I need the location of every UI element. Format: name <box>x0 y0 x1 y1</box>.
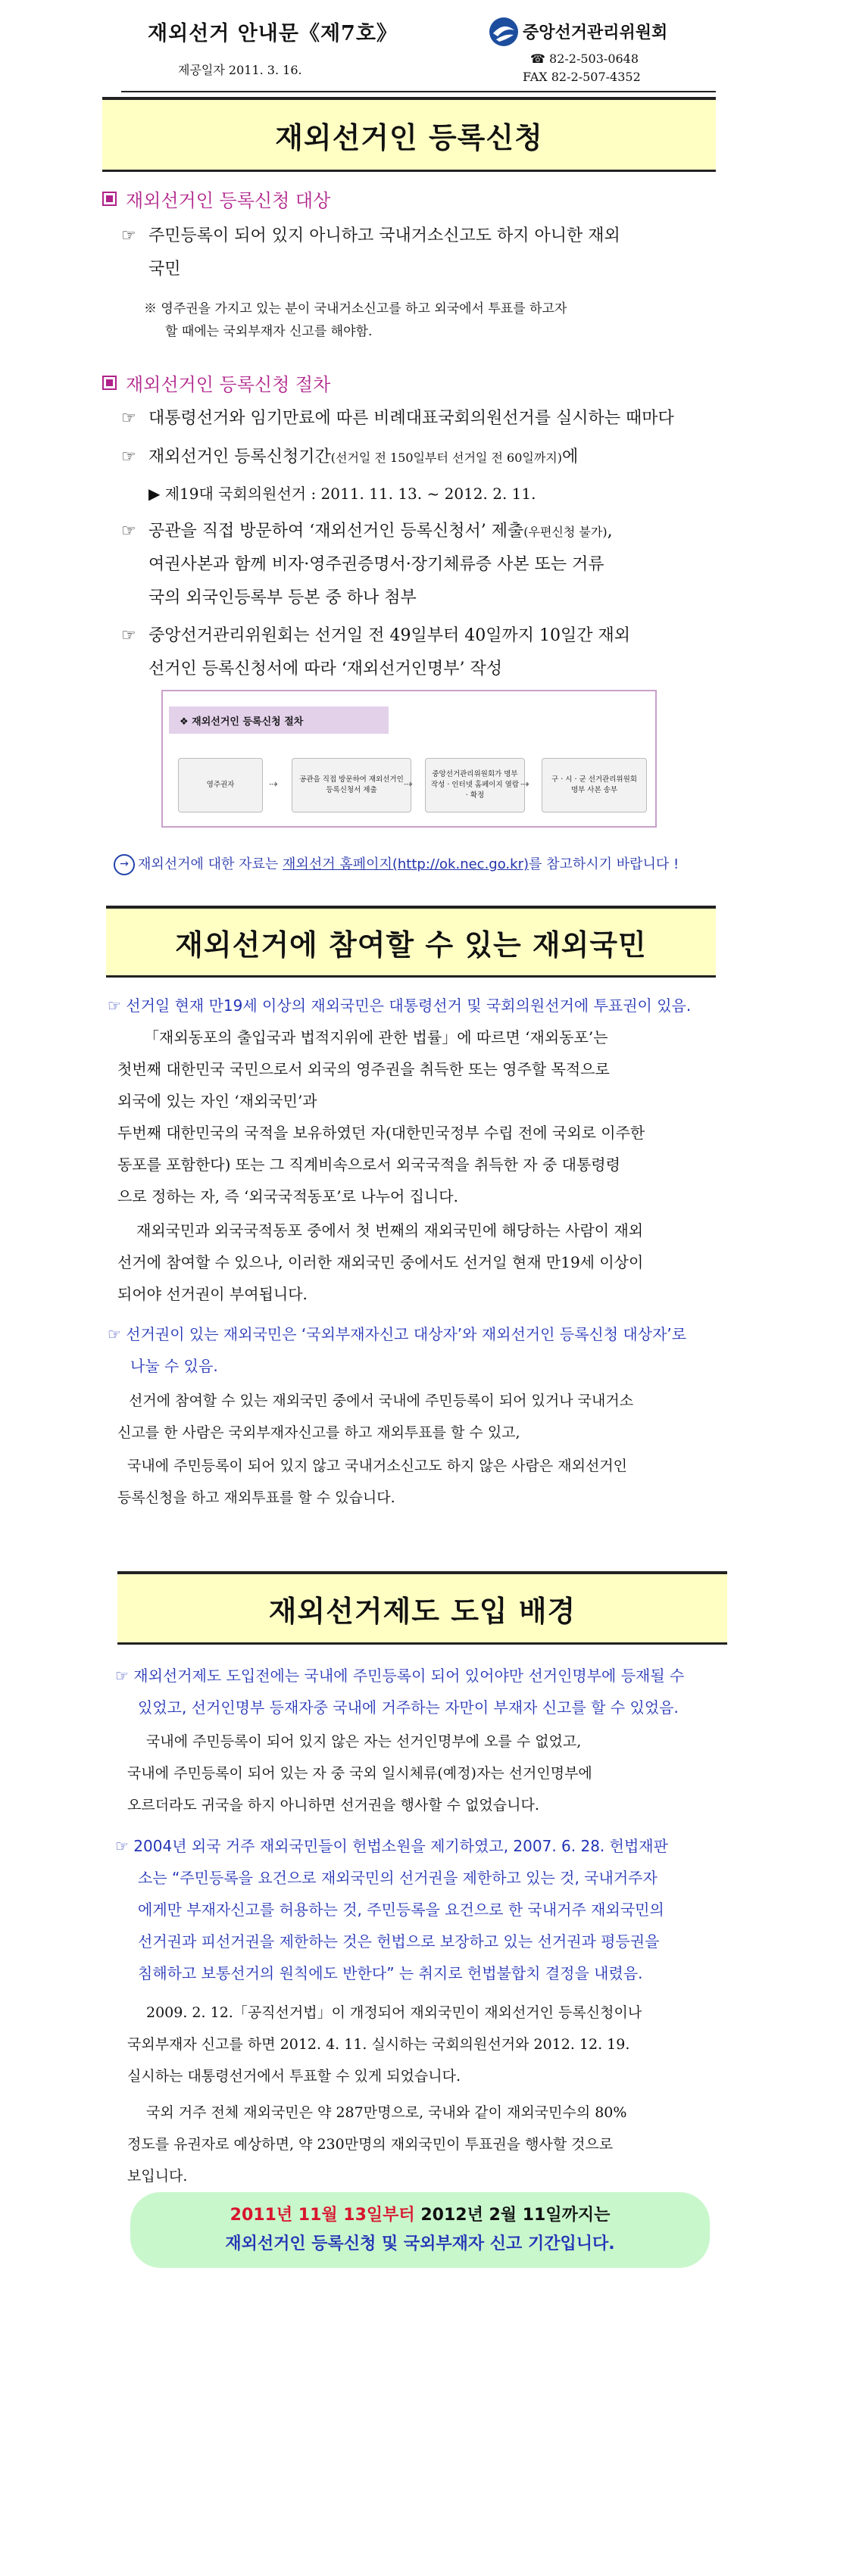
eligible-highlight-2-line2: 나눌 수 있음. <box>130 1357 218 1375</box>
diagram-step-2: 공관을 직접 방문하여 재외선거인 등록신청서 제출 <box>292 758 411 812</box>
procedure-election-period: ▶ 제19대 국회의원선거 : 2011. 11. 13. ~ 2012. 2. 11. <box>148 485 536 503</box>
homepage-notice <box>114 853 679 875</box>
target-note-1: ※ 영주권을 가지고 있는 분이 국내거소신고를 하고 외국에서 투표를 하고자 <box>144 301 567 317</box>
eligible-para: 동포를 포함한다) 또는 그 직계비속으로서 외국국적을 취득한 자 중 대통령령 <box>117 1155 620 1174</box>
background-para: 국외부재자 신고를 하면 2012. 4. 11. 실시하는 국회의원선거와 2012. 12. 19. <box>127 2036 630 2053</box>
procedure-item-4-line2: 선거인 등록신청서에 따라 ‘재외선거인명부’ 작성 <box>148 660 503 678</box>
text: 재외선거에 대한 자료는 <box>138 856 283 872</box>
procedure-item-1 <box>121 402 674 435</box>
background-para: 실시하는 대통령선거에서 투표할 수 있게 되었습니다. <box>127 2068 461 2085</box>
period-line-1 <box>130 2201 710 2230</box>
text: 재외선거제도 도입전에는 국내에 주민등록이 되어 있어야만 선거인명부에 등재될 수 <box>133 1667 685 1685</box>
eligible-para: 두번째 대한민국의 국적을 보유하였던 자(대한민국정부 수립 전에 국외로 이주한 <box>117 1124 645 1142</box>
section-head-text: 재외선거인 등록신청 대상 <box>126 190 331 211</box>
target-line-1 <box>121 220 620 253</box>
arrow-right-icon: ⇢ <box>520 778 529 791</box>
procedure-item-3-line2: 여권사본과 함께 비자·영주권증명서·장기체류증 사본 또는 거류 <box>148 555 604 574</box>
procedure-item-2 <box>121 441 578 475</box>
text: 대통령선거와 임기만료에 따른 비례대표국회의원선거를 실시하는 때마다 <box>148 409 674 428</box>
period-line-2: 재외선거인 등록신청 및 국외부재자 신고 기간입니다. <box>225 2235 615 2253</box>
fax-number: FAX 82-2-507-4352 <box>523 70 641 84</box>
procedure-item-4 <box>121 619 630 653</box>
section-head-text: 재외선거인 등록신청 절차 <box>126 374 331 395</box>
eligible-para: 등록신청을 하고 재외투표를 할 수 있습니다. <box>117 1489 395 1506</box>
background-para: 보입니다. <box>127 2168 188 2185</box>
pointing-hand-icon: ☞ <box>108 996 121 1015</box>
eligible-highlight-1 <box>108 989 691 1022</box>
text: 선거일 현재 만19세 이상의 재외국민은 대통령선거 및 국회의원선거에 투표권이 있음. <box>126 996 692 1015</box>
procedure-item-3 <box>121 515 613 549</box>
background-para: 2009. 2. 12.「공직선거법」이 개정되어 재외국민이 재외선거인 등록신청이나 <box>146 2004 642 2021</box>
arrow-circle-icon: → <box>114 854 135 875</box>
pointing-hand-icon: ☞ <box>121 448 136 466</box>
background-para: 오르더라도 귀국을 하지 아니하면 선거권을 행사할 수 없었습니다. <box>127 1797 539 1813</box>
square-bullet-icon <box>102 192 117 206</box>
eligible-para: 첫번째 대한민국 국민으로서 외국의 영주권을 취득한 또는 영주할 목적으로 <box>117 1060 610 1078</box>
nec-logo-icon <box>489 17 519 47</box>
start-date: 2011년 11월 13일부터 <box>230 2206 415 2225</box>
eligible-para: 선거에 참여할 수 있는 재외국민 중에서 국내에 주민등록이 되어 있거나 국내거소 <box>129 1392 634 1409</box>
end-date: 2012년 2월 11일까지는 <box>414 2206 611 2225</box>
tel-number: ☎ 82-2-503-0648 <box>530 51 639 66</box>
eligible-para: 재외국민과 외국국적동포 중에서 첫 번째의 재외국민에 해당하는 사람이 재외 <box>136 1221 644 1240</box>
eligible-para: 「재외동포의 출입국과 법적지위에 관한 법률」에 따르면 ‘재외동포’는 <box>144 1028 608 1046</box>
text-small: (우편신청 불가) <box>523 525 608 539</box>
pointing-hand-icon: ☞ <box>121 226 136 245</box>
target-note-2: 할 때에는 국외부재자 신고를 해야함. <box>165 324 373 339</box>
text: 중앙선거관리위원회는 선거일 전 49일부터 40일까지 10일간 재외 <box>148 626 630 645</box>
background-highlight-2-line: 침해하고 보통선거의 원칙에도 반한다” 는 취지로 헌법불합치 결정을 내렸음. <box>138 1964 643 1982</box>
banner-registration: 재외선거인 등록신청 <box>102 97 716 172</box>
text: 2004년 외국 거주 재외국민들이 헌법소원을 제기하였고, 2007. 6. 28. 헌법재판 <box>133 1837 668 1855</box>
background-highlight-1 <box>115 1659 684 1692</box>
target-line-2: 국민 <box>148 260 181 279</box>
arrow-right-icon: ⇢ <box>269 778 278 791</box>
background-highlight-2-line: 소는 “주민등록을 요건으로 재외국민의 선거권을 제한하고 있는 것, 국내거주자 <box>138 1869 658 1887</box>
arrow-right-icon: ⇢ <box>404 778 413 791</box>
procedure-item-3-line3: 국의 외국인등록부 등본 중 하나 첨부 <box>148 588 417 607</box>
background-highlight-1-line2: 있었고, 선거인명부 등재자중 국내에 거주하는 자만이 부재자 신고를 할 수 있었음. <box>138 1698 679 1717</box>
text: 선거권이 있는 재외국민은 ‘국외부재자신고 대상자’와 재외선거인 등록신청 대상자’로 <box>126 1325 687 1343</box>
diagram-step-3: 중앙선거관리위원회가 명부 작성 · 인터넷 홈페이지 열람 · 확정 <box>425 758 525 812</box>
diagram-step-1: 영주권자 <box>178 758 263 812</box>
org-name: 중앙선거관리위원회 <box>523 23 668 42</box>
background-highlight-2-line: 선거권과 피선거권을 제한하는 것은 헌법으로 보장하고 있는 선거권과 평등권을 <box>138 1932 660 1951</box>
diagram-step-4: 구 · 시 · 군 선거관리위원회 명부 사본 송부 <box>542 758 647 812</box>
registration-period-notice <box>130 2192 710 2268</box>
eligible-para: 국내에 주민등록이 되어 있지 않고 국내거소신고도 하지 않은 사람은 재외선거인 <box>127 1458 628 1474</box>
homepage-link[interactable]: 재외선거 홈페이지(http://ok.nec.go.kr) <box>283 856 529 872</box>
pointing-hand-icon: ☞ <box>115 1667 129 1685</box>
pointing-hand-icon: ☞ <box>115 1837 129 1855</box>
banner-eligible: 재외선거에 참여할 수 있는 재외국민 <box>106 906 716 978</box>
text: 에 <box>561 448 579 466</box>
background-para: 정도를 유권자로 예상하면, 약 230만명의 재외국민이 투표권을 행사할 것으로 <box>127 2136 614 2153</box>
eligible-para: 외국에 있는 자인 ‘재외국민’과 <box>117 1092 317 1110</box>
eligible-para: 으로 정하는 자, 즉 ‘외국국적동포’로 나누어 집니다. <box>117 1187 458 1205</box>
pointing-hand-icon: ☞ <box>121 626 136 645</box>
eligible-highlight-2 <box>108 1318 686 1351</box>
background-para: 국내에 주민등록이 되어 있지 않은 자는 선거인명부에 오를 수 없었고, <box>146 1733 582 1750</box>
text: 재외선거인 등록신청기간 <box>148 448 331 466</box>
diagram-title: ❖ 재외선거인 등록신청 절차 <box>169 706 389 734</box>
text: 주민등록이 되어 있지 아니하고 국내거소신고도 하지 아니한 재외 <box>148 226 620 245</box>
eligible-para: 신고를 한 사람은 국외부재자신고를 하고 재외투표를 할 수 있고, <box>117 1424 520 1441</box>
text: 공관을 직접 방문하여 ‘재외선거인 등록신청서’ 제출 <box>148 522 524 541</box>
header-divider <box>121 91 716 92</box>
issue-date: 제공일자 2011. 3. 16. <box>178 63 302 77</box>
pointing-hand-icon: ☞ <box>108 1325 121 1343</box>
square-bullet-icon <box>102 376 117 390</box>
background-para: 국외 거주 전체 재외국민은 약 287만명으로, 국내와 같이 재외국민수의 80% <box>146 2104 627 2121</box>
background-highlight-2 <box>115 1829 668 1863</box>
text: , <box>607 522 613 541</box>
doc-title: 재외선거 안내문《제7호》 <box>148 22 398 45</box>
background-highlight-2-line: 에게만 부재자신고를 허용하는 것, 주민등록을 요건으로 한 국내거주 재외국민의 <box>138 1901 664 1919</box>
procedure-diagram <box>161 690 657 828</box>
section-head-target <box>102 186 330 212</box>
eligible-para: 선거에 참여할 수 있으나, 이러한 재외국민 중에서도 선거일 현재 만19세 이상이 <box>117 1253 644 1271</box>
section-head-procedure <box>102 370 330 396</box>
pointing-hand-icon: ☞ <box>121 409 136 428</box>
background-para: 국내에 주민등록이 되어 있는 자 중 국외 일시체류(예정)자는 선거인명부에 <box>127 1765 592 1782</box>
pointing-hand-icon: ☞ <box>121 522 136 541</box>
text-small: (선거일 전 150일부터 선거일 전 60일까지) <box>330 451 562 465</box>
banner-background: 재외선거제도 도입 배경 <box>117 1571 727 1645</box>
text: 를 참고하시기 바랍니다 ! <box>529 856 679 872</box>
eligible-para: 되어야 선거권이 부여됩니다. <box>117 1285 308 1303</box>
